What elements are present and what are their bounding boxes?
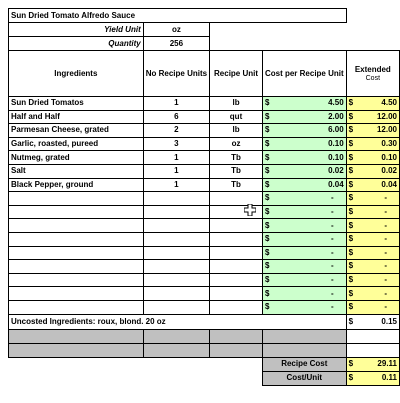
cost-per-unit-cell[interactable] — [262, 219, 346, 233]
extended-cost-cell[interactable] — [346, 178, 399, 192]
uncosted-ingredients-label[interactable]: Uncosted Ingredients: roux, blond. 20 oz — [9, 314, 347, 329]
currency-symbol: $ — [264, 220, 270, 230]
cost-per-unit-cell[interactable] — [262, 287, 346, 301]
extended-cost-cell[interactable] — [346, 219, 399, 233]
ingredient-name-cell[interactable] — [9, 246, 144, 260]
recipe-unit-header: Recipe Unit — [210, 51, 263, 97]
ingredient-name-cell[interactable] — [9, 205, 144, 219]
currency-symbol: $ — [264, 261, 270, 271]
cost-value: - — [330, 234, 334, 244]
quantity-cell[interactable]: 256 — [143, 37, 209, 51]
spacer-row — [9, 329, 400, 343]
table-row — [9, 219, 400, 233]
cost-per-unit-cell[interactable] — [262, 151, 346, 165]
extended-value: - — [384, 207, 387, 217]
recipe-units-header: No Recipe Units — [143, 51, 209, 97]
currency-symbol: $ — [264, 302, 270, 312]
cost-per-unit-cell[interactable] — [262, 205, 346, 219]
extended-value: - — [384, 247, 387, 257]
cost-value: 0.04 — [328, 179, 344, 189]
cost-value: 4.50 — [328, 98, 344, 108]
ingredient-name-cell[interactable]: Parmesan Cheese, grated — [9, 124, 144, 138]
recipe-cost-label: Recipe Cost — [262, 357, 346, 371]
recipe-unit-cell[interactable]: qut — [210, 110, 263, 124]
cost-per-unit-cell[interactable] — [262, 300, 346, 314]
cost-value: 2.00 — [328, 111, 344, 121]
currency-symbol: $ — [348, 261, 354, 271]
cost-value: - — [330, 207, 334, 217]
currency-symbol: $ — [264, 98, 270, 108]
recipe-unit-cell[interactable] — [210, 300, 263, 314]
extended-value: - — [384, 288, 387, 298]
currency-symbol: $ — [264, 179, 270, 189]
yield-unit-label: Yield Unit — [9, 23, 144, 37]
currency-symbol: $ — [348, 373, 354, 382]
extended-value: 12.00 — [376, 111, 397, 121]
yield-unit-cell[interactable]: oz — [143, 23, 209, 37]
recipe-units-cell[interactable]: 1 — [143, 97, 209, 111]
table-row — [9, 164, 400, 178]
ingredient-name-cell[interactable]: Half and Half — [9, 110, 144, 124]
currency-symbol: $ — [264, 111, 270, 121]
cost-value: - — [330, 275, 334, 285]
extended-cost-cell[interactable] — [346, 260, 399, 274]
table-row — [9, 300, 400, 314]
currency-symbol: $ — [348, 288, 354, 298]
ingredient-name-cell[interactable]: Sun Dried Tomatos — [9, 97, 144, 111]
currency-symbol: $ — [348, 152, 354, 162]
recipe-title[interactable]: Sun Dried Tomato Alfredo Sauce — [9, 9, 347, 23]
currency-symbol: $ — [348, 275, 354, 285]
recipe-units-cell[interactable] — [143, 300, 209, 314]
currency-symbol: $ — [348, 111, 354, 121]
cost-label: Cost — [365, 74, 381, 82]
recipe-units-cell[interactable]: 3 — [143, 137, 209, 151]
recipe-units-cell[interactable] — [143, 260, 209, 274]
currency-symbol: $ — [264, 152, 270, 162]
recipe-units-cell[interactable] — [143, 232, 209, 246]
ingredient-name-cell[interactable] — [9, 192, 144, 206]
table-row — [9, 273, 400, 287]
currency-symbol: $ — [348, 247, 354, 257]
cost-value: - — [330, 261, 334, 271]
extended-value: - — [384, 275, 387, 285]
cost-per-unit-cell[interactable] — [262, 164, 346, 178]
cost-per-unit-cell[interactable] — [262, 192, 346, 206]
cost-per-unit-cell[interactable] — [262, 97, 346, 111]
recipe-unit-cell[interactable]: Tb — [210, 151, 263, 165]
currency-symbol: $ — [348, 207, 354, 217]
recipe-units-cell[interactable] — [143, 205, 209, 219]
currency-symbol: $ — [348, 359, 354, 368]
currency-symbol: $ — [264, 247, 270, 257]
recipe-cost-cell[interactable] — [346, 357, 399, 371]
recipe-unit-cell[interactable] — [210, 246, 263, 260]
extended-cost-cell[interactable] — [346, 232, 399, 246]
table-row — [9, 151, 400, 165]
recipe-unit-cell[interactable]: Tb — [210, 178, 263, 192]
table-row — [9, 137, 400, 151]
extended-cost-cell[interactable] — [346, 124, 399, 138]
recipe-units-cell[interactable] — [143, 219, 209, 233]
extended-value: 0.30 — [381, 139, 397, 149]
table-row — [9, 205, 400, 219]
extended-cost-cell[interactable] — [346, 287, 399, 301]
cost-per-unit-header: Cost per Recipe Unit — [262, 51, 346, 97]
cost-value: - — [330, 288, 334, 298]
cost-per-unit-cell[interactable] — [262, 273, 346, 287]
ingredients-header: Ingredients — [9, 51, 144, 97]
recipe-units-cell[interactable]: 2 — [143, 124, 209, 138]
currency-symbol: $ — [264, 275, 270, 285]
crosshair-cursor-icon — [244, 204, 256, 216]
extended-cost-cell[interactable] — [346, 151, 399, 165]
cost-value: 0.10 — [328, 139, 344, 149]
recipe-unit-cell[interactable]: Tb — [210, 164, 263, 178]
cost-value: 0.02 — [328, 166, 344, 176]
currency-symbol: $ — [264, 288, 270, 298]
cost-value: - — [330, 302, 334, 312]
currency-symbol: $ — [264, 193, 270, 203]
currency-symbol: $ — [264, 166, 270, 176]
uncosted-value: 0.15 — [381, 316, 397, 326]
cost-per-unit-cell[interactable] — [262, 246, 346, 260]
extended-cost-cell[interactable] — [346, 246, 399, 260]
recipe-unit-cell[interactable]: lb — [210, 97, 263, 111]
extended-cost-cell[interactable] — [346, 97, 399, 111]
cost-per-unit-cell[interactable] — [262, 124, 346, 138]
extended-value: 4.50 — [381, 98, 397, 108]
currency-symbol: $ — [348, 234, 354, 244]
cost-per-unit-cell[interactable] — [262, 260, 346, 274]
currency-symbol: $ — [348, 125, 354, 135]
recipe-unit-cell[interactable] — [210, 260, 263, 274]
extended-value: - — [384, 261, 387, 271]
recipe-unit-cell[interactable]: oz — [210, 137, 263, 151]
recipe-units-cell[interactable]: 1 — [143, 164, 209, 178]
spacer-row — [9, 343, 400, 357]
ingredient-name-cell[interactable] — [9, 232, 144, 246]
recipe-unit-cell[interactable] — [210, 219, 263, 233]
cost-per-unit-cell[interactable] — [262, 232, 346, 246]
recipe-cost-value: 29.11 — [377, 359, 397, 368]
extended-cost-cell[interactable] — [346, 300, 399, 314]
table-row — [9, 246, 400, 260]
extended-label: Extended — [354, 64, 391, 74]
table-row — [9, 97, 400, 111]
table-row — [9, 124, 400, 138]
extended-cost-cell[interactable] — [346, 110, 399, 124]
recipe-unit-cell[interactable]: lb — [210, 124, 263, 138]
table-row — [9, 192, 400, 206]
currency-symbol: $ — [348, 179, 354, 189]
ingredient-name-cell[interactable]: Garlic, roasted, pureed — [9, 137, 144, 151]
cost-value: - — [330, 220, 334, 230]
extended-value: - — [384, 193, 387, 203]
currency-symbol: $ — [348, 166, 354, 176]
table-row — [9, 232, 400, 246]
recipe-unit-cell[interactable] — [210, 273, 263, 287]
cost-unit-cell[interactable] — [346, 371, 399, 385]
recipe-units-cell[interactable] — [143, 246, 209, 260]
extended-cost-cell[interactable] — [346, 192, 399, 206]
extended-cost-header — [346, 51, 399, 97]
extended-value: 0.02 — [381, 166, 397, 176]
recipe-units-cell[interactable]: 1 — [143, 178, 209, 192]
ingredient-name-cell[interactable] — [9, 287, 144, 301]
uncosted-cost-cell[interactable] — [346, 314, 399, 329]
recipe-units-cell[interactable] — [143, 273, 209, 287]
cost-value: - — [330, 193, 334, 203]
currency-symbol: $ — [348, 98, 354, 108]
table-row — [9, 260, 400, 274]
extended-value: - — [384, 302, 387, 312]
cost-unit-label: Cost/Unit — [262, 371, 346, 385]
currency-symbol: $ — [348, 193, 354, 203]
extended-value: 0.10 — [381, 152, 397, 162]
currency-symbol: $ — [264, 139, 270, 149]
recipe-cost-table — [8, 8, 400, 386]
table-row — [9, 110, 400, 124]
ingredient-name-cell[interactable] — [9, 273, 144, 287]
ingredient-name-cell[interactable] — [9, 300, 144, 314]
extended-cost-cell[interactable] — [346, 205, 399, 219]
cost-value: 6.00 — [328, 125, 344, 135]
currency-symbol: $ — [264, 207, 270, 217]
currency-symbol: $ — [348, 220, 354, 230]
ingredient-name-cell[interactable] — [9, 260, 144, 274]
extended-value: - — [384, 220, 387, 230]
recipe-units-cell[interactable] — [143, 287, 209, 301]
extended-value: 0.04 — [381, 179, 397, 189]
extended-value: - — [384, 234, 387, 244]
ingredient-name-cell[interactable]: Black Pepper, ground — [9, 178, 144, 192]
ingredient-name-cell[interactable] — [9, 219, 144, 233]
extended-cost-cell[interactable] — [346, 137, 399, 151]
ingredient-name-cell[interactable]: Nutmeg, grated — [9, 151, 144, 165]
extended-cost-cell[interactable] — [346, 164, 399, 178]
cost-value: - — [330, 247, 334, 257]
recipe-unit-cell[interactable] — [210, 287, 263, 301]
recipe-unit-cell[interactable] — [210, 232, 263, 246]
recipe-units-cell[interactable]: 6 — [143, 110, 209, 124]
ingredient-name-cell[interactable]: Salt — [9, 164, 144, 178]
cost-per-unit-cell[interactable] — [262, 137, 346, 151]
cost-per-unit-cell[interactable] — [262, 178, 346, 192]
currency-symbol: $ — [348, 139, 354, 149]
quantity-label: Quantity — [9, 37, 144, 51]
currency-symbol: $ — [348, 302, 354, 312]
table-row — [9, 178, 400, 192]
cost-value: 0.10 — [328, 152, 344, 162]
table-row — [9, 287, 400, 301]
recipe-units-cell[interactable]: 1 — [143, 151, 209, 165]
extended-value: 12.00 — [376, 125, 397, 135]
cost-unit-value: 0.11 — [381, 373, 397, 382]
cost-per-unit-cell[interactable] — [262, 110, 346, 124]
recipe-units-cell[interactable] — [143, 192, 209, 206]
currency-symbol: $ — [348, 316, 354, 326]
currency-symbol: $ — [264, 125, 270, 135]
currency-symbol: $ — [264, 234, 270, 244]
extended-cost-cell[interactable] — [346, 273, 399, 287]
